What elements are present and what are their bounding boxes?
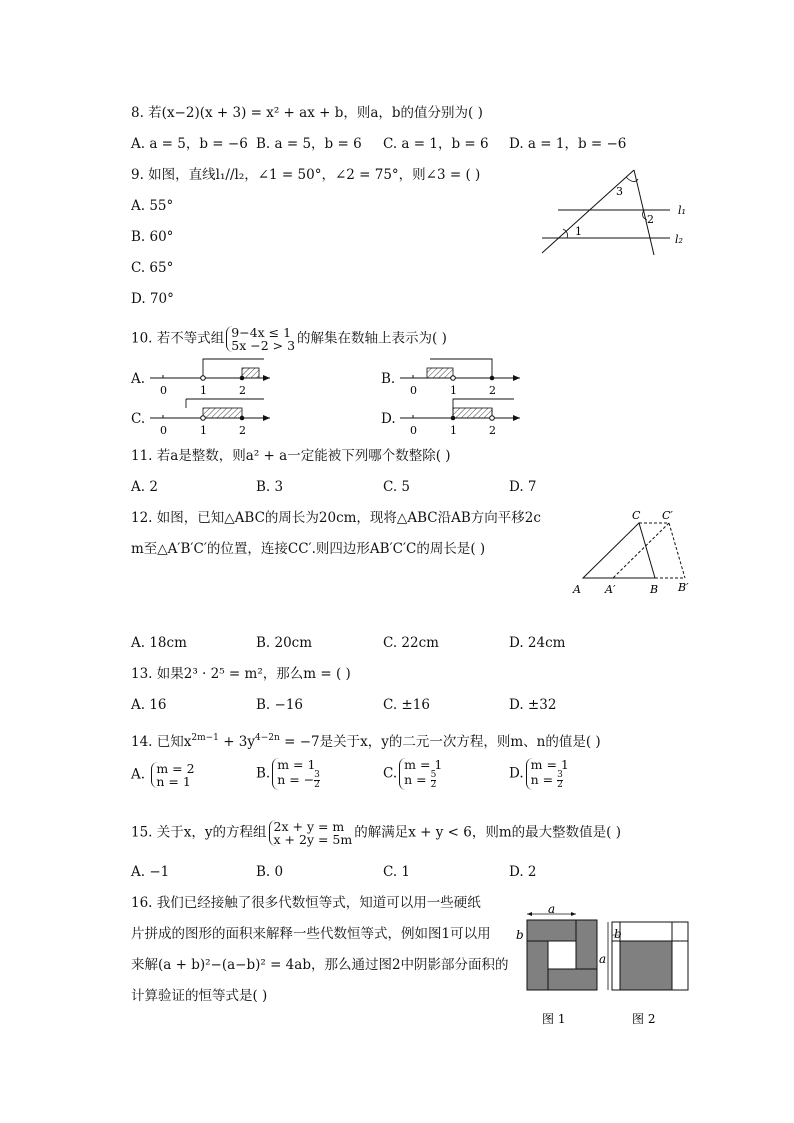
q9-fig-label-3: 3 (616, 185, 623, 198)
q10-option-b-number-line[interactable] (400, 354, 530, 399)
q8-option-d[interactable]: D. a = 1，b = −6 (509, 136, 627, 152)
q10-option-a-letter[interactable]: A. (131, 371, 146, 387)
svg-text:1: 1 (450, 424, 457, 437)
q12-stem-line2: m至△A′B′C′的位置，连接CC′.则四边形AB′C′C的周长是( ) (131, 541, 486, 557)
q16-figure-1 (510, 902, 605, 1030)
q10-option-c-letter[interactable]: C. (131, 411, 146, 427)
q12-translation-figure (570, 505, 700, 600)
q16-fig2-label-b: b (614, 927, 622, 941)
q12-fig-label-a: A (573, 583, 581, 596)
q12-fig-label-a-prime: A′ (605, 583, 616, 596)
q13-option-c[interactable]: C. ±16 (383, 697, 430, 713)
q12-stem-line1: 12. 如图，已知△ABC的周长为20cm，现将△ABC沿AB方向平移2c (131, 510, 541, 526)
q13-stem: 13. 如果2³ · 2⁵ = m²，那么m = ( ) (131, 666, 351, 682)
svg-text:1: 1 (450, 384, 457, 397)
q9-fig-label-1: 1 (575, 225, 582, 238)
q12-fig-label-b-prime: B′ (678, 581, 689, 594)
q14-stem: 14. 已知$x^{2m-1} + 3y^{4-2n} = -7$是关于x，y的二元一次方程，则m、n的值是( ) (131, 733, 601, 750)
q10-option-c-number-line[interactable] (150, 394, 280, 439)
q12-fig-label-b: B (650, 583, 659, 596)
q14-option-d[interactable]: D. m = 1 n = $\frac{3}{2}$ (509, 757, 569, 790)
q11-option-c[interactable]: C. 5 (383, 479, 411, 495)
q16-stem-line2: 片拼成的图形的面积来解释一些代数恒等式，例如图1可以用 (131, 926, 491, 942)
q11-option-b[interactable]: B. 3 (256, 479, 284, 495)
q10-option-a-number-line[interactable] (150, 354, 280, 399)
q8-stem: 8. 若(x−2)(x + 3) = x² + ax + b，则a，b的值分别为( ) (131, 105, 483, 121)
q16-stem-line1: 16. 我们已经接触了很多代数恒等式，知道可以用一些硬纸 (131, 895, 481, 911)
q9-option-c[interactable]: C. 65° (131, 260, 174, 276)
q9-fig-label-2: 2 (647, 213, 654, 226)
q15-stem: 15. 关于x，y的方程组 2x + y = m x + 2y = 5m 的解满足x + y < 6，则m的最大整数值是( ) (131, 819, 621, 847)
q12-option-b[interactable]: B. 20cm (256, 635, 313, 651)
q13-option-d[interactable]: D. ±32 (509, 697, 557, 713)
q9-option-a[interactable]: A. 55° (131, 198, 174, 214)
q15-equation-system: 2x + y = m x + 2y = 5m (269, 820, 353, 846)
q10-option-b-letter[interactable]: B. (381, 371, 396, 387)
q12-option-c[interactable]: C. 22cm (383, 635, 439, 651)
q10-option-d-number-line[interactable] (400, 394, 530, 439)
q16-fig1-caption: 图 1 (542, 1012, 566, 1026)
svg-text:1: 1 (200, 384, 207, 397)
q11-stem: 11. 若a是整数，则a² + a一定能被下列哪个数整除( ) (131, 448, 451, 464)
q9-fig-label-l1: l₁ (678, 204, 686, 217)
q15-option-c[interactable]: C. 1 (383, 864, 411, 880)
q13-option-b[interactable]: B. −16 (256, 697, 303, 713)
svg-text:1: 1 (200, 424, 207, 437)
svg-text:2: 2 (239, 384, 246, 397)
q8-option-b[interactable]: B. a = 5，b = 6 (256, 136, 362, 152)
q11-option-d[interactable]: D. 7 (509, 479, 537, 495)
q9-option-d[interactable]: D. 70° (131, 291, 174, 307)
q15-option-d[interactable]: D. 2 (509, 864, 537, 880)
q9-fig-label-l2: l₂ (675, 233, 683, 246)
q10-stem: 10. 若不等式组 9−4x ≤ 1 5x −2 > 3 的解集在数轴上表示为( ) (131, 325, 447, 353)
svg-text:0: 0 (410, 424, 417, 437)
svg-text:0: 0 (160, 384, 167, 397)
q9-option-b[interactable]: B. 60° (131, 229, 174, 245)
q16-fig1-label-a: a (548, 902, 556, 916)
svg-text:2: 2 (239, 424, 246, 437)
q10-inequality-system: 9−4x ≤ 1 5x −2 > 3 (226, 326, 295, 352)
svg-text:2: 2 (489, 384, 496, 397)
q15-option-a[interactable]: A. −1 (131, 864, 170, 880)
q14-option-c[interactable]: C. m = 1 n = $\frac{5}{2}$ (383, 757, 443, 790)
q14-option-b[interactable]: B. m = 1 n = − $\frac{3}{2}$ (256, 757, 320, 790)
q15-option-b[interactable]: B. 0 (256, 864, 284, 880)
q8-option-c[interactable]: C. a = 1，b = 6 (383, 136, 489, 152)
q16-stem-line4: 计算验证的恒等式是( ) (131, 988, 268, 1004)
q16-figure-2 (600, 905, 695, 1030)
q10-option-d-letter[interactable]: D. (381, 411, 396, 427)
q12-fig-label-c: C (632, 509, 641, 522)
q8-option-a[interactable]: A. a = 5，b = −6 (131, 136, 248, 152)
q16-fig1-label-b: b (516, 928, 524, 942)
svg-text:0: 0 (410, 384, 417, 397)
q16-stem-line3: 来解(a + b)²−(a−b)² = 4ab，那么通过图2中阴影部分面积的 (131, 957, 509, 973)
q16-fig2-caption: 图 2 (632, 1012, 656, 1026)
q16-fig2-label-a: a (599, 952, 607, 966)
q9-parallel-lines-figure (530, 165, 700, 260)
svg-text:2: 2 (489, 424, 496, 437)
q12-fig-label-c-prime: C′ (662, 509, 673, 522)
q9-stem: 9. 如图，直线l₁//l₂，∠1 = 50°，∠2 = 75°，则∠3 = ( ) (131, 167, 481, 183)
q13-option-a[interactable]: A. 16 (131, 697, 167, 713)
q11-option-a[interactable]: A. 2 (131, 479, 158, 495)
svg-text:0: 0 (160, 424, 167, 437)
q12-option-d[interactable]: D. 24cm (509, 635, 566, 651)
q12-option-a[interactable]: A. 18cm (131, 635, 187, 651)
q14-option-a[interactable]: A. m = 2 n = 1 (131, 761, 195, 789)
